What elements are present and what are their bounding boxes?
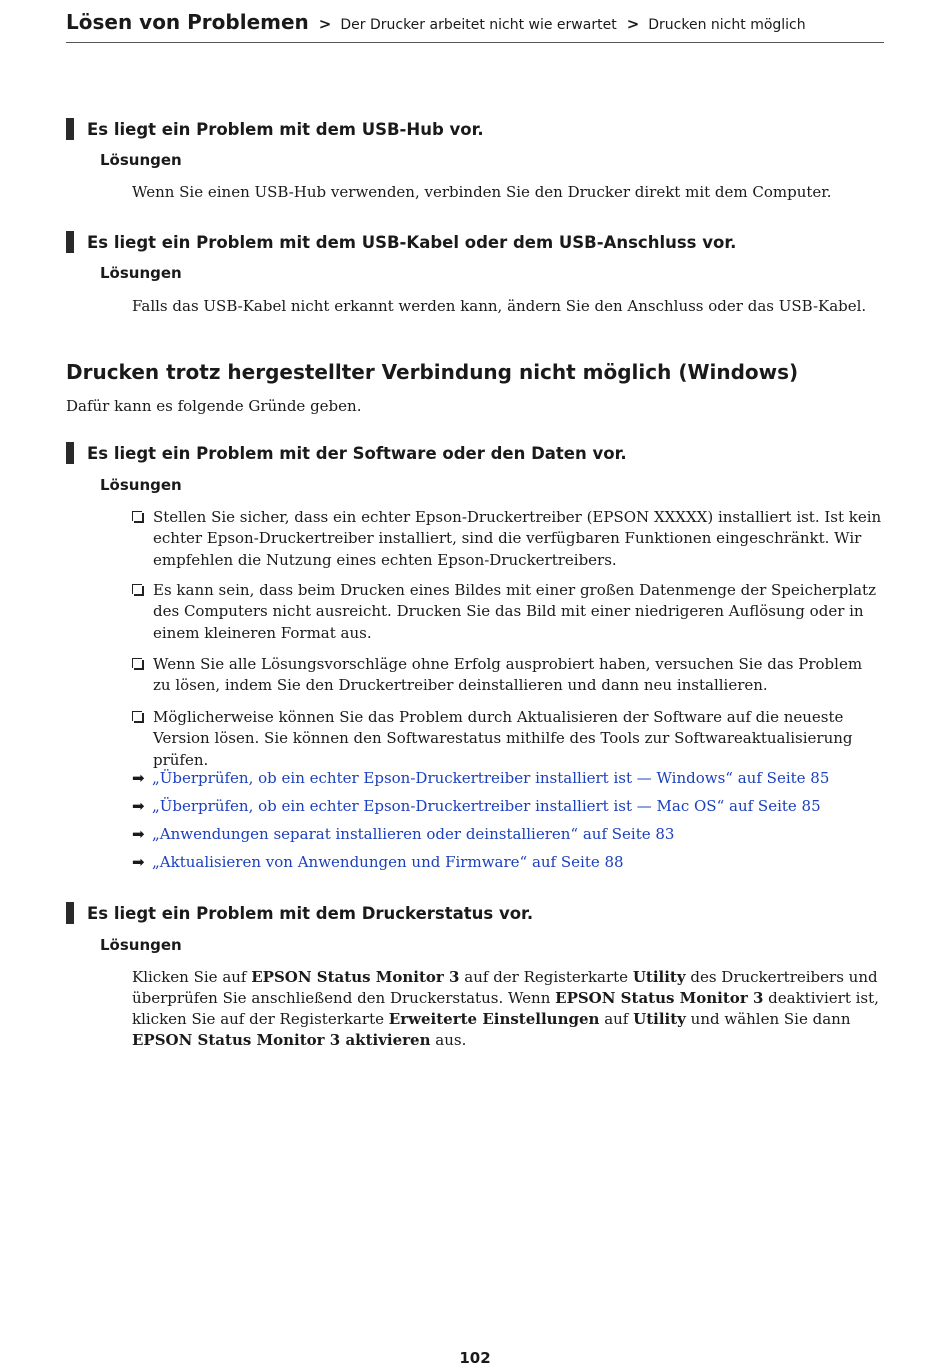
heading-bar-icon	[66, 118, 74, 140]
text-run: Klicken Sie auf	[132, 968, 252, 986]
heading-bar-icon	[66, 442, 74, 464]
bold-term: EPSON Status Monitor 3	[555, 989, 764, 1007]
solution-text	[132, 967, 884, 1051]
section-heading-usb-hub	[66, 118, 484, 140]
section-heading-text: Es liegt ein Problem mit der Software oder den Daten vor.	[87, 443, 627, 463]
checkbox-bullet-icon	[132, 711, 142, 721]
list-item	[132, 507, 884, 571]
checkbox-bullet-icon	[132, 584, 142, 594]
breadcrumb-item-2: Drucken nicht möglich	[648, 17, 806, 33]
bold-term: EPSON Status Monitor 3 aktivieren	[132, 1031, 431, 1049]
arrow-right-icon: ➡	[132, 825, 145, 843]
breadcrumb-item-1: Der Drucker arbeitet nicht wie erwartet	[340, 17, 617, 33]
arrow-right-icon: ➡	[132, 797, 145, 815]
bold-term: Utility	[632, 968, 686, 986]
list-item-text: Wenn Sie alle Lösungsvorschläge ohne Erfolg ausprobiert haben, versuchen Sie das Problem zu lösen, indem Sie den Druckertreiber deinstallieren und dann neu installieren.	[153, 655, 863, 695]
list-item	[132, 707, 884, 771]
section-heading-text: Es liegt ein Problem mit dem USB-Hub vor.	[87, 119, 484, 139]
text-run: deaktiviert ist, klicken Sie auf der Registerkarte	[132, 989, 879, 1028]
text-run: auf der Registerkarte	[459, 968, 633, 986]
section-heading-text: Es liegt ein Problem mit dem USB-Kabel oder dem USB-Anschluss vor.	[87, 232, 737, 252]
checkbox-bullet-icon	[132, 658, 142, 668]
heading-bar-icon	[66, 231, 74, 253]
solutions-label: Lösungen	[100, 476, 182, 494]
main-heading: Drucken trotz hergestellter Verbindung nicht möglich (Windows)	[66, 360, 799, 384]
list-item	[132, 654, 884, 697]
solutions-label: Lösungen	[100, 936, 182, 954]
link-text[interactable]: „Anwendungen separat installieren oder deinstallieren“ auf Seite 83	[152, 825, 675, 843]
solutions-label: Lösungen	[100, 264, 182, 282]
text-run: und wählen Sie dann	[685, 1010, 851, 1028]
link-text[interactable]: „Überprüfen, ob ein echter Epson-Druckertreiber installiert ist — Windows“ auf Seite 85	[152, 769, 830, 787]
list-item-text: Es kann sein, dass beim Drucken eines Bildes mit einer großen Datenmenge der Speicherplatz des Computers nicht ausreicht. Drucken Sie das Bild mit einer niedrigeren Auflösung oder in einem kleineren Format aus.	[153, 581, 876, 642]
bold-term: Utility	[633, 1010, 686, 1028]
link-text[interactable]: „Aktualisieren von Anwendungen und Firmware“ auf Seite 88	[152, 853, 624, 871]
list-item-text: Möglicherweise können Sie das Problem durch Aktualisieren der Software auf die neueste Version lösen. Sie können den Softwarestatus mithilfe des Tools zur Softwareaktualisierung prüfen.	[153, 708, 853, 769]
section-heading-text: Es liegt ein Problem mit dem Druckerstatus vor.	[87, 903, 534, 923]
bold-term: Erweiterte Einstellungen	[388, 1010, 600, 1028]
section-heading-usb-cable	[66, 231, 736, 253]
solution-text: Wenn Sie einen USB-Hub verwenden, verbinden Sie den Drucker direkt mit dem Computer.	[132, 183, 832, 201]
section-heading-printer-status	[66, 902, 533, 924]
list-item-text: Stellen Sie sicher, dass ein echter Epson-Druckertreiber (EPSON XXXXX) installiert ist. Ist kein echter Epson-Druckertreiber installiert, sind die verfügbaren Funktionen eingeschränkt. Wir empfehlen die Nutzung eines echten Epson-Druckertreibers.	[153, 508, 882, 569]
solution-text: Falls das USB-Kabel nicht erkannt werden kann, ändern Sie den Anschluss oder das USB-Kabel.	[132, 297, 867, 315]
text-run: des Druckertreibers und überprüfen Sie anschließend den Druckerstatus. Wenn	[132, 968, 878, 1007]
link-check-driver-macos[interactable]	[132, 797, 821, 815]
list-item	[132, 580, 884, 644]
arrow-right-icon: ➡	[132, 769, 145, 787]
bold-term: EPSON Status Monitor 3	[251, 968, 460, 986]
arrow-right-icon: ➡	[132, 853, 145, 871]
text-run: auf	[599, 1010, 634, 1028]
intro-text: Dafür kann es folgende Gründe geben.	[66, 397, 362, 415]
breadcrumb	[66, 10, 884, 43]
link-install-uninstall-apps[interactable]	[132, 825, 674, 843]
checkbox-bullet-icon	[132, 511, 142, 521]
link-text[interactable]: „Überprüfen, ob ein echter Epson-Druckertreiber installiert ist — Mac OS“ auf Seite 85	[152, 797, 821, 815]
text-run: aus.	[430, 1031, 467, 1049]
breadcrumb-separator-1: >	[318, 15, 332, 33]
link-check-driver-windows[interactable]	[132, 769, 829, 787]
solutions-label: Lösungen	[100, 151, 182, 169]
breadcrumb-separator-2: >	[626, 15, 640, 33]
link-update-apps-firmware[interactable]	[132, 853, 624, 871]
chapter-title: Lösen von Problemen	[66, 10, 309, 34]
section-heading-software	[66, 442, 627, 464]
heading-bar-icon	[66, 902, 74, 924]
page-number: 102	[459, 1349, 491, 1367]
